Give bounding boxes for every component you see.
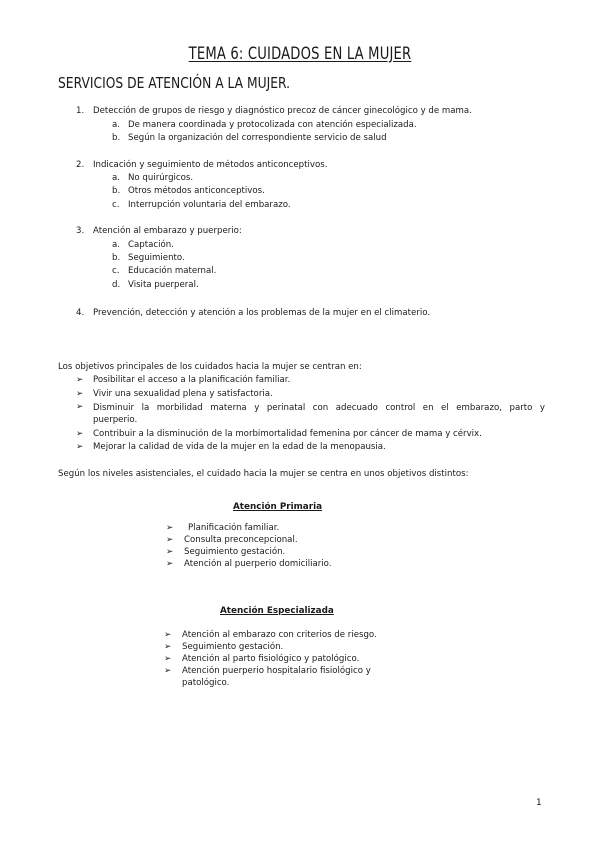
arrow-bullet-icon: ➢ <box>76 402 84 412</box>
service-sub-letter: a. <box>112 240 120 250</box>
service-number: 4. <box>76 308 85 318</box>
service-item: Atención al embarazo y puerperio: <box>93 226 242 236</box>
arrow-bullet-icon: ➢ <box>166 523 174 533</box>
service-sub-item: Educación maternal. <box>128 266 217 276</box>
objective-item-continuation: puerperio. <box>93 415 138 425</box>
page-number: 1 <box>536 798 542 808</box>
service-sub-letter: b. <box>112 133 121 143</box>
arrow-bullet-icon: ➢ <box>164 642 172 652</box>
specialized-care-heading: Atención Especializada <box>220 606 334 616</box>
service-number: 3. <box>76 226 85 236</box>
service-sub-item: Otros métodos anticonceptivos. <box>128 186 265 196</box>
service-sub-letter: c. <box>112 266 120 276</box>
service-sub-letter: c. <box>112 200 120 210</box>
specialized-care-item: Seguimiento gestación. <box>182 642 284 652</box>
section-subtitle: SERVICIOS DE ATENCIÓN A LA MUJER. <box>58 74 291 92</box>
service-sub-letter: d. <box>112 280 121 290</box>
service-item: Detección de grupos de riesgo y diagnóstico precoz de cáncer ginecológico y de mama. <box>93 106 472 116</box>
specialized-care-item: Atención puerperio hospitalario fisiológico y <box>182 666 371 676</box>
objectives-intro: Los objetivos principales de los cuidados hacia la mujer se centran en: <box>58 362 362 372</box>
service-sub-letter: a. <box>112 173 120 183</box>
specialized-care-item: Atención al parto fisiológico y patológico. <box>182 654 360 664</box>
service-number: 1. <box>76 106 85 116</box>
service-number: 2. <box>76 160 85 170</box>
service-sub-item: No quirúrgicos. <box>128 173 194 183</box>
service-sub-letter: b. <box>112 253 121 263</box>
primary-care-heading: Atención Primaria <box>233 502 323 512</box>
arrow-bullet-icon: ➢ <box>164 630 172 640</box>
primary-care-item: Seguimiento gestación. <box>184 547 286 557</box>
objective-item: Contribuir a la disminución de la morbimortalidad femenina por cáncer de mama y cérvix. <box>93 429 482 439</box>
objective-item: Vivir una sexualidad plena y satisfactoria. <box>93 389 273 399</box>
arrow-bullet-icon: ➢ <box>166 535 174 545</box>
service-sub-item: Captación. <box>128 240 174 250</box>
service-sub-letter: a. <box>112 120 120 130</box>
objective-item: Disminuir la morbilidad materna y perinatal con adecuado control en el embarazo, parto y <box>93 403 545 413</box>
service-sub-item: Visita puerperal. <box>128 280 199 290</box>
arrow-bullet-icon: ➢ <box>166 547 174 557</box>
arrow-bullet-icon: ➢ <box>76 429 84 439</box>
objective-item: Mejorar la calidad de vida de la mujer en la edad de la menopausia. <box>93 442 386 452</box>
objective-item: Posibilitar el acceso a la planificación familiar. <box>93 375 291 385</box>
arrow-bullet-icon: ➢ <box>76 389 84 399</box>
specialized-care-item: Atención al embarazo con criterios de riesgo. <box>182 630 377 640</box>
primary-care-item: Planificación familiar. <box>188 523 280 533</box>
arrow-bullet-icon: ➢ <box>76 375 84 385</box>
arrow-bullet-icon: ➢ <box>164 666 172 676</box>
levels-intro: Según los niveles asistenciales, el cuidado hacia la mujer se centra en unos objetivos distintos: <box>58 469 469 479</box>
service-sub-item: Interrupción voluntaria del embarazo. <box>128 200 291 210</box>
page-title: TEMA 6: CUIDADOS EN LA MUJER <box>188 44 412 64</box>
arrow-bullet-icon: ➢ <box>166 559 174 569</box>
service-item: Prevención, detección y atención a los problemas de la mujer en el climaterio. <box>93 308 431 318</box>
service-sub-letter: b. <box>112 186 121 196</box>
arrow-bullet-icon: ➢ <box>164 654 172 664</box>
arrow-bullet-icon: ➢ <box>76 442 84 452</box>
service-sub-item: Según la organización del correspondiente servicio de salud <box>128 133 387 143</box>
primary-care-item: Atención al puerperio domiciliario. <box>184 559 332 569</box>
service-sub-item: Seguimiento. <box>128 253 185 263</box>
primary-care-item: Consulta preconcepcional. <box>184 535 298 545</box>
service-item: Indicación y seguimiento de métodos anticonceptivos. <box>93 160 328 170</box>
service-sub-item: De manera coordinada y protocolizada con atención especializada. <box>128 120 417 130</box>
specialized-care-item-continuation: patológico. <box>182 678 230 688</box>
